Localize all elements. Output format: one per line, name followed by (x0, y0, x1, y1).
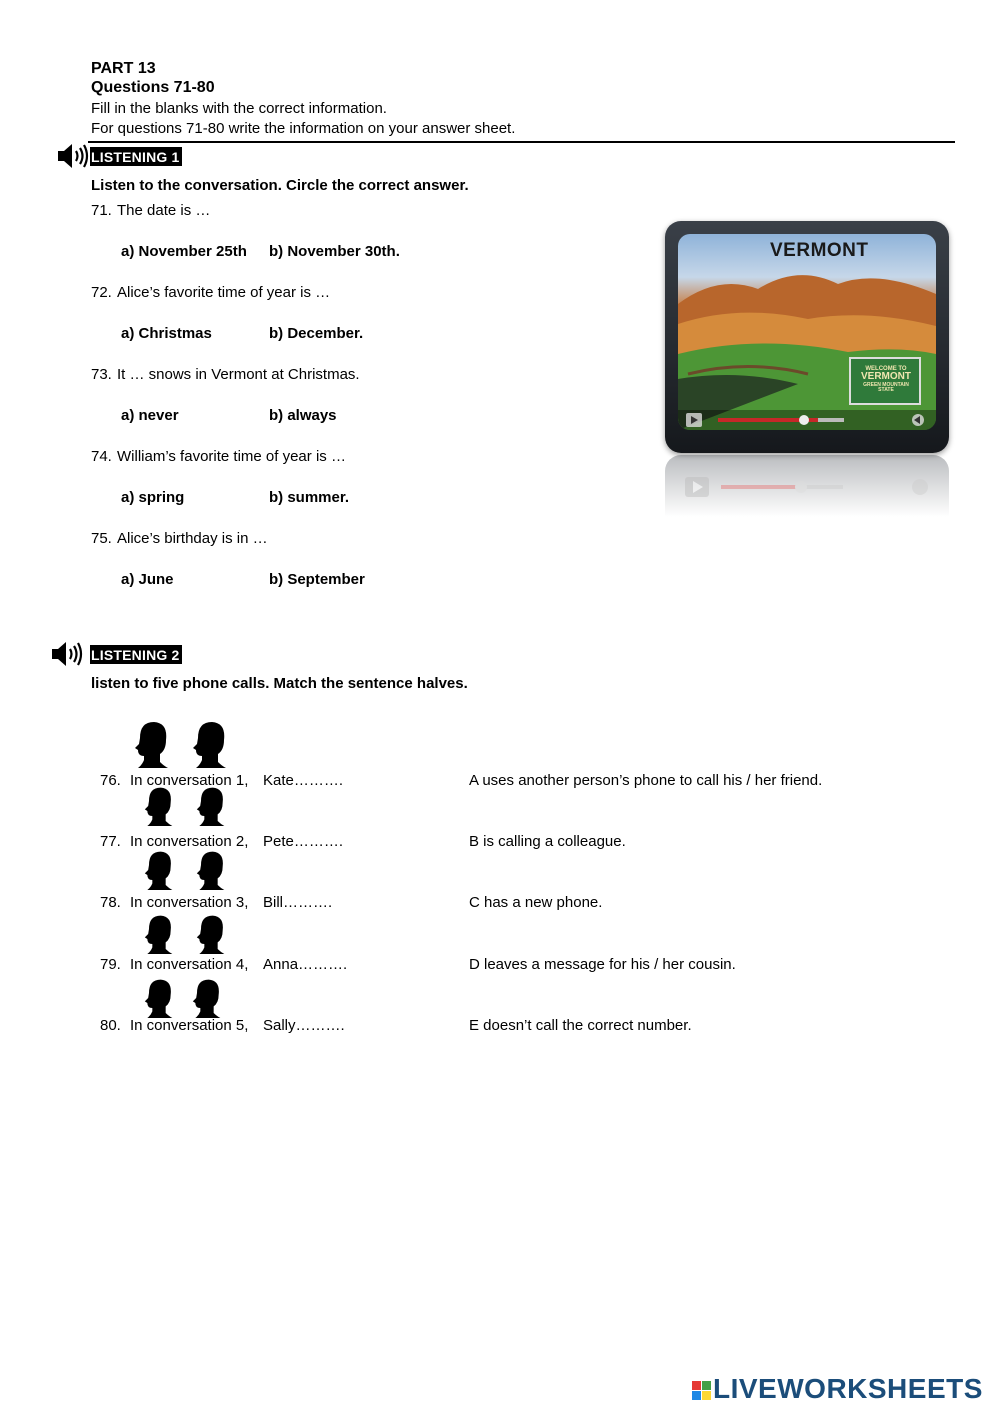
video-thumbnail (678, 234, 936, 430)
question-74 (91, 448, 346, 465)
answer-blank[interactable]: Pete………. (263, 833, 344, 850)
match-option-e: E doesn’t call the correct number. (469, 1017, 692, 1034)
logo-text: LIVEWORKSHEETS (713, 1373, 983, 1404)
question-73 (91, 366, 360, 383)
listening-2-instruction: listen to five phone calls. Match the sentence halves. (91, 675, 468, 692)
question-72 (91, 284, 330, 301)
video-controls (678, 410, 936, 430)
question-text: The date is … (117, 202, 211, 219)
answer-blank[interactable]: Sally………. (263, 1017, 345, 1034)
match-item-80: 80. In conversation 5, Sally………. (100, 1017, 345, 1034)
person-silhouette-icon (194, 786, 228, 826)
video-reflection (665, 455, 949, 517)
question-number: 75. (91, 530, 112, 547)
part-title: PART 13 (91, 60, 156, 77)
question-text: William’s favorite time of year is … (117, 448, 346, 465)
option-72-a[interactable]: a) Christmas (121, 325, 212, 342)
question-number: 73. (91, 366, 112, 383)
instruction-1: Fill in the blanks with the correct information. (91, 100, 387, 117)
person-silhouette-icon (132, 720, 172, 768)
option-71-a[interactable]: a) November 25th (121, 243, 247, 260)
welcome-sign: WELCOME TO VERMONT GREEN MOUNTAIN STATE (861, 366, 911, 394)
match-item-76: 76. In conversation 1, Kate………. (100, 772, 344, 789)
logo-mark-icon (692, 1381, 711, 1400)
questions-range: Questions 71-80 (91, 79, 215, 96)
listening-1-instruction: Listen to the conversation. Circle the correct answer. (91, 177, 469, 194)
video-player[interactable] (665, 221, 949, 453)
video-title: VERMONT (770, 240, 869, 261)
option-75-b[interactable]: b) September (269, 571, 365, 588)
match-option-d: D leaves a message for his / her cousin. (469, 956, 736, 973)
question-text: It … snows in Vermont at Christmas. (117, 366, 360, 383)
option-74-a[interactable]: a) spring (121, 489, 185, 506)
person-silhouette-icon (142, 850, 176, 890)
question-71 (91, 202, 210, 219)
person-silhouette-icon (194, 914, 228, 954)
option-74-b[interactable]: b) summer. (269, 489, 350, 506)
question-75 (91, 530, 268, 547)
answer-blank[interactable]: Kate………. (263, 772, 344, 789)
match-option-c: C has a new phone. (469, 894, 603, 911)
person-silhouette-icon (190, 978, 224, 1018)
question-text: Alice’s birthday is in … (117, 530, 268, 547)
question-number: 71. (91, 202, 112, 219)
match-item-79: 79. In conversation 4, Anna………. (100, 956, 348, 973)
listening-1-badge: LISTENING 1 (91, 149, 180, 165)
answer-blank[interactable]: Bill………. (263, 894, 333, 911)
option-73-a[interactable]: a) never (121, 407, 179, 424)
match-item-77: 77. In conversation 2, Pete………. (100, 833, 344, 850)
liveworksheets-logo (692, 1373, 983, 1405)
question-number: 74. (91, 448, 112, 465)
match-option-b: B is calling a colleague. (469, 833, 626, 850)
person-silhouette-icon (190, 720, 230, 768)
match-item-78: 78. In conversation 3, Bill………. (100, 894, 333, 911)
person-silhouette-icon (194, 850, 228, 890)
option-72-b[interactable]: b) December. (269, 325, 364, 342)
divider (88, 141, 955, 143)
person-silhouette-icon (142, 914, 176, 954)
option-75-a[interactable]: a) June (121, 571, 174, 588)
option-71-b[interactable]: b) November 30th. (269, 243, 400, 260)
person-silhouette-icon (142, 786, 176, 826)
question-text: Alice’s favorite time of year is … (117, 284, 331, 301)
speaker-icon[interactable] (56, 142, 90, 170)
answer-blank[interactable]: Anna………. (263, 956, 348, 973)
question-number: 72. (91, 284, 112, 301)
option-73-b[interactable]: b) always (269, 407, 337, 424)
instruction-2: For questions 71-80 write the information on your answer sheet. (91, 120, 516, 137)
person-silhouette-icon (142, 978, 176, 1018)
listening-2-badge: LISTENING 2 (91, 647, 180, 663)
speaker-icon-2[interactable] (50, 640, 84, 668)
match-option-a: A uses another person’s phone to call his / her friend. (469, 772, 823, 789)
